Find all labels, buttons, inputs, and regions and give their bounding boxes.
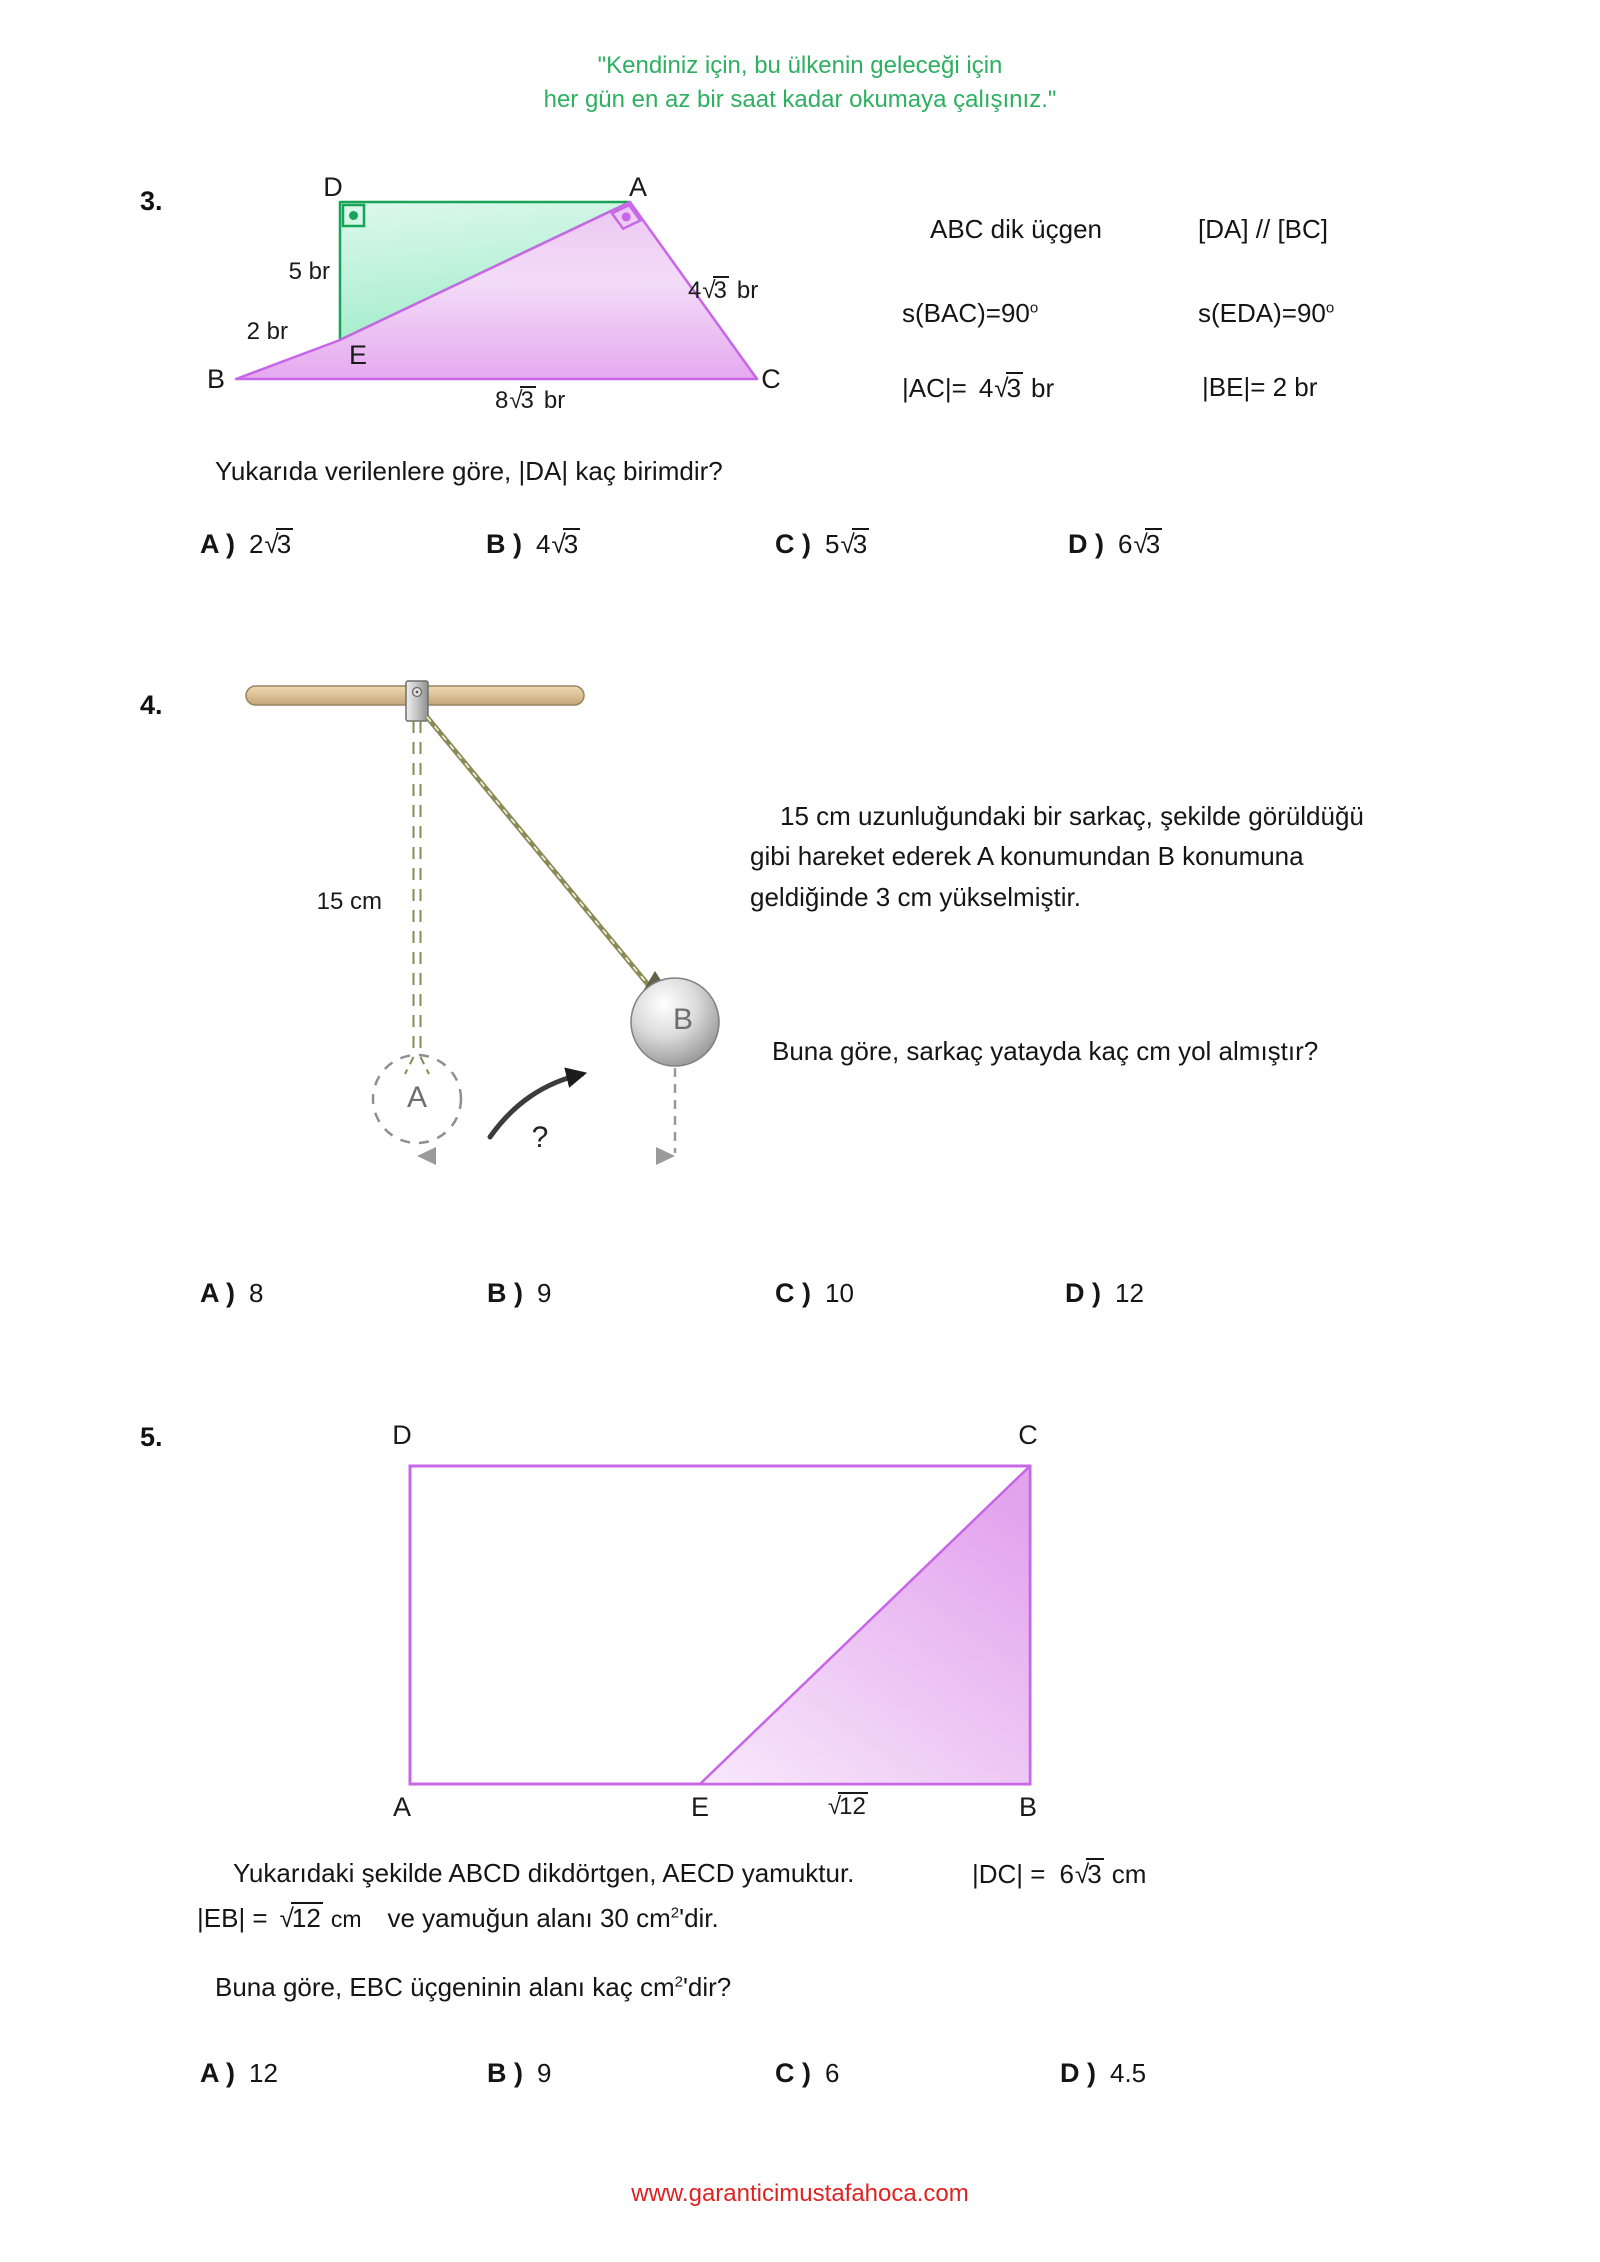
option-letter: C ) bbox=[775, 1278, 811, 1308]
vertex-label-b: B bbox=[206, 364, 226, 394]
q5-option-a bbox=[200, 2058, 278, 2089]
option-value: 6 √ 3 bbox=[1118, 529, 1161, 559]
option-letter: A ) bbox=[200, 1278, 235, 1308]
q5-option-b bbox=[487, 2058, 551, 2089]
question-4-diagram bbox=[230, 675, 730, 1175]
q4-option-b bbox=[487, 1278, 551, 1309]
option-value: 12 bbox=[249, 2058, 278, 2088]
option-value: 9 bbox=[537, 1278, 552, 1308]
option-letter: A ) bbox=[200, 2058, 235, 2088]
distance-arrow-left-head bbox=[417, 1147, 436, 1165]
pendulum-length-label: 15 cm bbox=[316, 888, 382, 915]
given-eb-length: |EB| = √ 12 cm bbox=[197, 1903, 362, 1933]
q4-option-c bbox=[775, 1278, 854, 1309]
given-be-length: |BE|= 2 br bbox=[1202, 372, 1318, 402]
question-4-paragraph bbox=[750, 796, 1450, 917]
q5-option-d bbox=[1060, 2058, 1146, 2089]
paragraph-line: gibi hareket ederek A konumundan B konumuna bbox=[750, 841, 1304, 872]
option-value: 10 bbox=[825, 1278, 854, 1308]
option-letter: D ) bbox=[1060, 2058, 1096, 2088]
option-value: 12 bbox=[1115, 1278, 1144, 1308]
question-3-text: Yukarıda verilenlere göre, |DA| kaç birimdir? bbox=[215, 456, 723, 486]
question-5-number: 5. bbox=[140, 1422, 163, 1452]
vertex-label-b: B bbox=[1018, 1792, 1038, 1822]
q3-option-d bbox=[1068, 528, 1162, 560]
trapezoid-area-text: ve yamuğun alanı 30 $cm^2'dir$. bbox=[387, 1903, 719, 1933]
q3-option-c bbox=[775, 528, 869, 560]
option-letter: D ) bbox=[1068, 529, 1104, 559]
distance-arrow-right-head bbox=[656, 1147, 675, 1165]
paragraph-line: geldiğinde 3 cm yükselmiştir. bbox=[750, 881, 1081, 912]
right-angle-dot-d bbox=[349, 211, 358, 220]
vertex-label-d: D bbox=[392, 1420, 412, 1450]
q4-option-a bbox=[200, 1278, 263, 1309]
option-value: 9 bbox=[537, 2058, 552, 2088]
given-ac-length: |AC|= 4 √ 3 br bbox=[902, 373, 1055, 403]
given-da-parallel-bc: [DA] // [BC] bbox=[1198, 214, 1329, 244]
rectangle-figure bbox=[380, 1416, 1080, 1828]
question-3-diagram bbox=[190, 172, 790, 422]
given-abc-right-triangle: ABC dik üçgen bbox=[930, 214, 1102, 244]
option-letter: A ) bbox=[200, 529, 235, 559]
option-value: 5 √ 3 bbox=[825, 529, 868, 559]
question-5-diagram bbox=[380, 1416, 1080, 1828]
given-angle-eda: $s(EDA)=90^o$ bbox=[1198, 298, 1335, 328]
position-a-label: A bbox=[406, 1081, 428, 1114]
given-dc-length: |DC| = 6 √ 3 cm bbox=[972, 1859, 1147, 1889]
option-value: 8 bbox=[249, 1278, 264, 1308]
question-5-line2 bbox=[197, 1902, 719, 1934]
option-letter: C ) bbox=[775, 529, 811, 559]
vertex-label-a: A bbox=[392, 1792, 412, 1822]
distance-question-mark: ? bbox=[531, 1121, 549, 1154]
question-5-line1: Yukarıdaki şekilde ABCD dikdörtgen, AECD yamuktur. bbox=[233, 1858, 855, 1888]
right-angle-dot-a bbox=[622, 212, 631, 221]
pendulum-figure bbox=[230, 675, 730, 1175]
footer-website-url: www.garanticimustafahoca.com bbox=[631, 2180, 969, 2207]
q3-option-b bbox=[486, 528, 580, 560]
question-4-text: Buna göre, sarkaç yatayda kaç cm yol almıştır? bbox=[772, 1036, 1319, 1066]
vertex-label-c: C bbox=[1018, 1420, 1038, 1450]
side-length-be: 2 br bbox=[246, 318, 288, 345]
side-length-bc: 8 √ 3 br bbox=[495, 387, 566, 414]
q5-option-c bbox=[775, 2058, 839, 2089]
option-value: 4 √ 3 bbox=[536, 529, 579, 559]
option-letter: B ) bbox=[487, 1278, 523, 1308]
point-label-e: E bbox=[349, 340, 368, 370]
side-length-de: 5 br bbox=[288, 258, 330, 285]
header-quote-line-2: her gün en az bir saat kadar okumaya çalışınız." bbox=[543, 86, 1057, 113]
side-length-eb: √ 12 bbox=[828, 1793, 866, 1820]
side-length-ac: 4 √ 3 br bbox=[688, 277, 759, 304]
q4-option-d bbox=[1065, 1278, 1144, 1309]
option-letter: B ) bbox=[487, 2058, 523, 2088]
point-label-e: E bbox=[690, 1792, 710, 1822]
option-value: 2 √ 3 bbox=[249, 529, 292, 559]
option-value: 6 bbox=[825, 2058, 840, 2088]
option-value: 4.5 bbox=[1110, 2058, 1147, 2088]
q3-option-a bbox=[200, 528, 293, 560]
option-letter: C ) bbox=[775, 2058, 811, 2088]
question-3-number: 3. bbox=[140, 186, 163, 216]
question-5-text: Buna göre, EBC üçgeninin alanı kaç $cm^2'dir$? bbox=[215, 1972, 732, 2002]
vertex-label-c: C bbox=[761, 364, 781, 394]
paragraph-line: 15 cm uzunluğundaki bir sarkaç, şekilde görüldüğü bbox=[780, 801, 1364, 831]
position-b-label: B bbox=[672, 1003, 694, 1036]
question-4-number: 4. bbox=[140, 690, 163, 720]
vertex-label-d: D bbox=[323, 172, 343, 202]
vertex-label-a: A bbox=[628, 172, 648, 202]
header-quote-line-1: "Kendiniz için, bu ülkenin geleceği için bbox=[597, 52, 1003, 79]
option-letter: B ) bbox=[486, 529, 522, 559]
given-angle-bac: $s(BAC)=90^o$ bbox=[902, 298, 1039, 328]
option-letter: D ) bbox=[1065, 1278, 1101, 1308]
